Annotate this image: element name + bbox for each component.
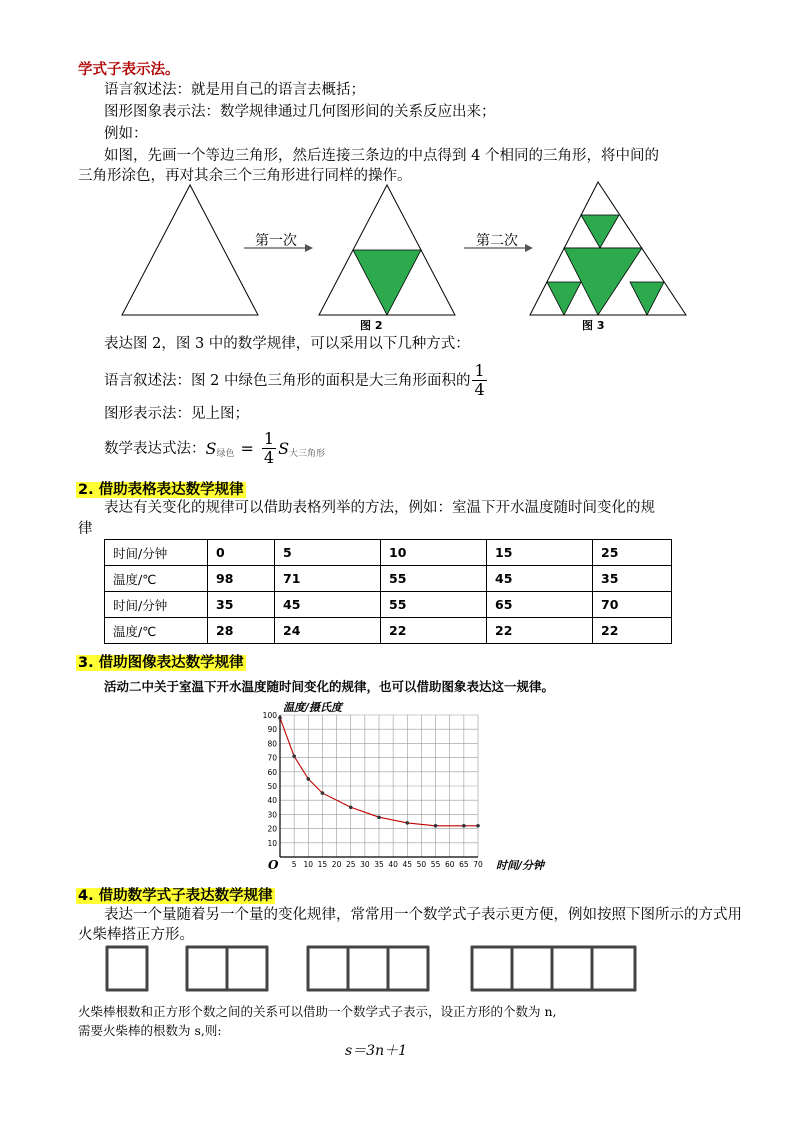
y-tick-label: 60 xyxy=(267,767,277,777)
table-cell: 70 xyxy=(593,592,672,618)
y-tick-label: 20 xyxy=(267,824,277,834)
origin-label: O xyxy=(268,858,279,872)
fraction-numerator: 1 xyxy=(474,361,485,380)
matchstick-formula: s＝3n＋1 xyxy=(345,1043,408,1059)
formula-s-left: S xyxy=(205,438,217,458)
matchstick-group-4 xyxy=(472,947,635,990)
data-point xyxy=(321,791,325,795)
table-cell: 22 xyxy=(381,618,487,644)
section-3-heading-wrap xyxy=(76,651,246,672)
formula-expression-line xyxy=(104,430,325,467)
table-cell: 55 xyxy=(381,566,487,592)
x-axis-title: 时间/分钟 xyxy=(496,859,545,872)
formula-s-right: S xyxy=(278,438,290,458)
table-cell: 15 xyxy=(487,540,593,566)
section-4-desc-2: 火柴棒搭正方形。 xyxy=(78,927,194,943)
table-row xyxy=(105,566,672,592)
formula-label: 数学表达式法： xyxy=(104,440,206,457)
matchstick-group-3 xyxy=(308,947,428,990)
temperature-chart xyxy=(255,695,575,880)
data-point xyxy=(405,821,409,825)
formula-fraction xyxy=(262,430,276,467)
triangle-figures xyxy=(100,180,700,330)
data-point xyxy=(476,824,480,828)
y-tick-label: 30 xyxy=(267,810,277,820)
table-row-header: 温度/℃ xyxy=(105,618,208,644)
section-3-heading: 3. 借助图像表达数学规律 xyxy=(78,655,244,671)
table-cell: 71 xyxy=(275,566,381,592)
x-tick-label: 70 xyxy=(473,860,483,869)
x-tick-label: 30 xyxy=(360,860,370,869)
table-cell: 45 xyxy=(487,566,593,592)
x-tick-label: 25 xyxy=(345,860,356,869)
matchstick-group-1 xyxy=(107,947,147,990)
matchstick-note-1: 火柴棒根数和正方形个数之间的关系可以借助一个数学式子表示，设正方形的个数为 n, xyxy=(78,1004,557,1019)
data-point xyxy=(377,815,381,819)
x-tick-label: 45 xyxy=(402,860,413,869)
x-tick-label: 65 xyxy=(459,860,469,869)
formula-sub-left: 绿色 xyxy=(216,448,235,459)
table-cell: 35 xyxy=(208,592,275,618)
caption-figure-2: 图 2 xyxy=(360,319,383,332)
table-cell: 22 xyxy=(593,618,672,644)
arrow-label-first: 第一次 xyxy=(255,233,297,249)
description-line-2: 三角形涂色，再对其余三个三角形进行同样的操作。 xyxy=(78,168,412,184)
verbal-expression-text: 语言叙述法：图 2 中绿色三角形的面积是大三角形面积的 xyxy=(104,372,471,389)
section-4-desc-1: 表达一个量随着另一个量的变化规律，常常用一个数学式子表示更方便，例如按照下图所示的方式用 xyxy=(104,907,742,923)
x-tick-label: 20 xyxy=(331,860,342,869)
data-point xyxy=(278,716,282,720)
green-triangle-left-3 xyxy=(547,282,581,315)
x-tick-label: 40 xyxy=(388,860,398,869)
x-tick-label: 15 xyxy=(317,860,328,869)
matchstick-note-2: 需要火柴棒的根数为 s,则: xyxy=(78,1023,222,1038)
y-tick-label: 100 xyxy=(262,711,277,720)
formula-fraction-numerator: 1 xyxy=(263,429,275,448)
verbal-method-line: 语言叙述法：就是用自己的语言去概括； xyxy=(104,82,365,98)
verbal-expression-line xyxy=(104,362,489,399)
formula-fraction-denominator: 4 xyxy=(263,448,275,467)
table-cell: 24 xyxy=(275,618,381,644)
table-row-header: 温度/℃ xyxy=(105,566,208,592)
arrow-2-head xyxy=(525,244,533,252)
y-tick-label: 50 xyxy=(267,782,277,791)
table-row xyxy=(105,592,672,618)
data-point xyxy=(306,777,310,781)
table-row-header: 时间/分钟 xyxy=(105,592,208,618)
table-cell: 25 xyxy=(593,540,672,566)
y-tick-label: 10 xyxy=(267,838,277,848)
green-triangle-center-3 xyxy=(564,248,642,315)
section-2-desc-1: 表达有关变化的规律可以借助表格列举的方法，例如：室温下开水温度随时间变化的规 xyxy=(104,500,655,516)
arrow-label-second: 第二次 xyxy=(476,233,518,249)
y-tick-label: 70 xyxy=(267,753,277,763)
green-triangle-center xyxy=(353,250,421,315)
matchstick-figures xyxy=(100,940,660,1000)
expression-intro: 表达图 2，图 3 中的数学规律，可以采用以下几种方式： xyxy=(104,336,470,352)
y-tick-label: 80 xyxy=(267,739,277,749)
arrow-1-head xyxy=(305,244,313,252)
section-3-desc: 活动二中关于室温下开水温度随时间变化的规律，也可以借助图象表达这一规律。 xyxy=(104,679,555,694)
table-cell: 98 xyxy=(208,566,275,592)
table-cell: 55 xyxy=(381,592,487,618)
table-cell: 5 xyxy=(275,540,381,566)
table-cell: 10 xyxy=(381,540,487,566)
matchstick-group-2 xyxy=(187,947,267,990)
y-tick-label: 90 xyxy=(267,725,277,735)
green-triangle-top-3 xyxy=(581,215,619,248)
section-2-heading-wrap xyxy=(76,478,246,499)
x-tick-label: 50 xyxy=(416,860,427,869)
table-cell: 28 xyxy=(208,618,275,644)
graphic-expression-line: 图形表示法：见上图； xyxy=(104,406,249,422)
y-axis-title: 温度/摄氏度 xyxy=(283,701,343,714)
table-cell: 35 xyxy=(593,566,672,592)
section-2-desc-2: 律 xyxy=(78,521,93,537)
caption-figure-3: 图 3 xyxy=(582,319,605,332)
table-cell: 65 xyxy=(487,592,593,618)
temperature-table xyxy=(104,539,672,644)
x-tick-label: 55 xyxy=(430,860,441,869)
example-label: 例如： xyxy=(104,126,148,142)
x-tick-label: 5 xyxy=(291,860,297,869)
x-tick-label: 10 xyxy=(303,860,314,869)
data-point xyxy=(434,824,438,828)
table-row-header: 时间/分钟 xyxy=(105,540,208,566)
formula-equals: = xyxy=(240,438,254,458)
green-triangle-right-3 xyxy=(630,282,664,315)
table-row xyxy=(105,618,672,644)
section-4-heading: 4. 借助数学式子表达数学规律 xyxy=(78,888,273,904)
table-cell: 0 xyxy=(208,540,275,566)
formula-sub-right: 大三角形 xyxy=(289,448,326,459)
table-row xyxy=(105,540,672,566)
fraction-quarter xyxy=(472,362,486,399)
section-title: 学式子表示法。 xyxy=(78,61,180,78)
graphic-method-line: 图形图象表示法：数学规律通过几何图形间的关系反应出来； xyxy=(104,104,496,120)
x-tick-label: 60 xyxy=(444,860,455,869)
section-2-heading: 2. 借助表格表达数学规律 xyxy=(78,482,244,498)
y-tick-label: 40 xyxy=(267,796,277,806)
fraction-denominator: 4 xyxy=(474,380,485,399)
data-point xyxy=(462,824,466,828)
section-4-heading-wrap xyxy=(76,884,275,905)
data-point xyxy=(292,754,296,758)
big-triangle-1 xyxy=(122,185,258,315)
x-tick-label: 35 xyxy=(374,860,384,869)
data-point xyxy=(349,806,353,810)
description-line-1: 如图，先画一个等边三角形，然后连接三条边的中点得到 4 个相同的三角形，将中间的 xyxy=(104,148,659,164)
table-cell: 22 xyxy=(487,618,593,644)
table-cell: 45 xyxy=(275,592,381,618)
